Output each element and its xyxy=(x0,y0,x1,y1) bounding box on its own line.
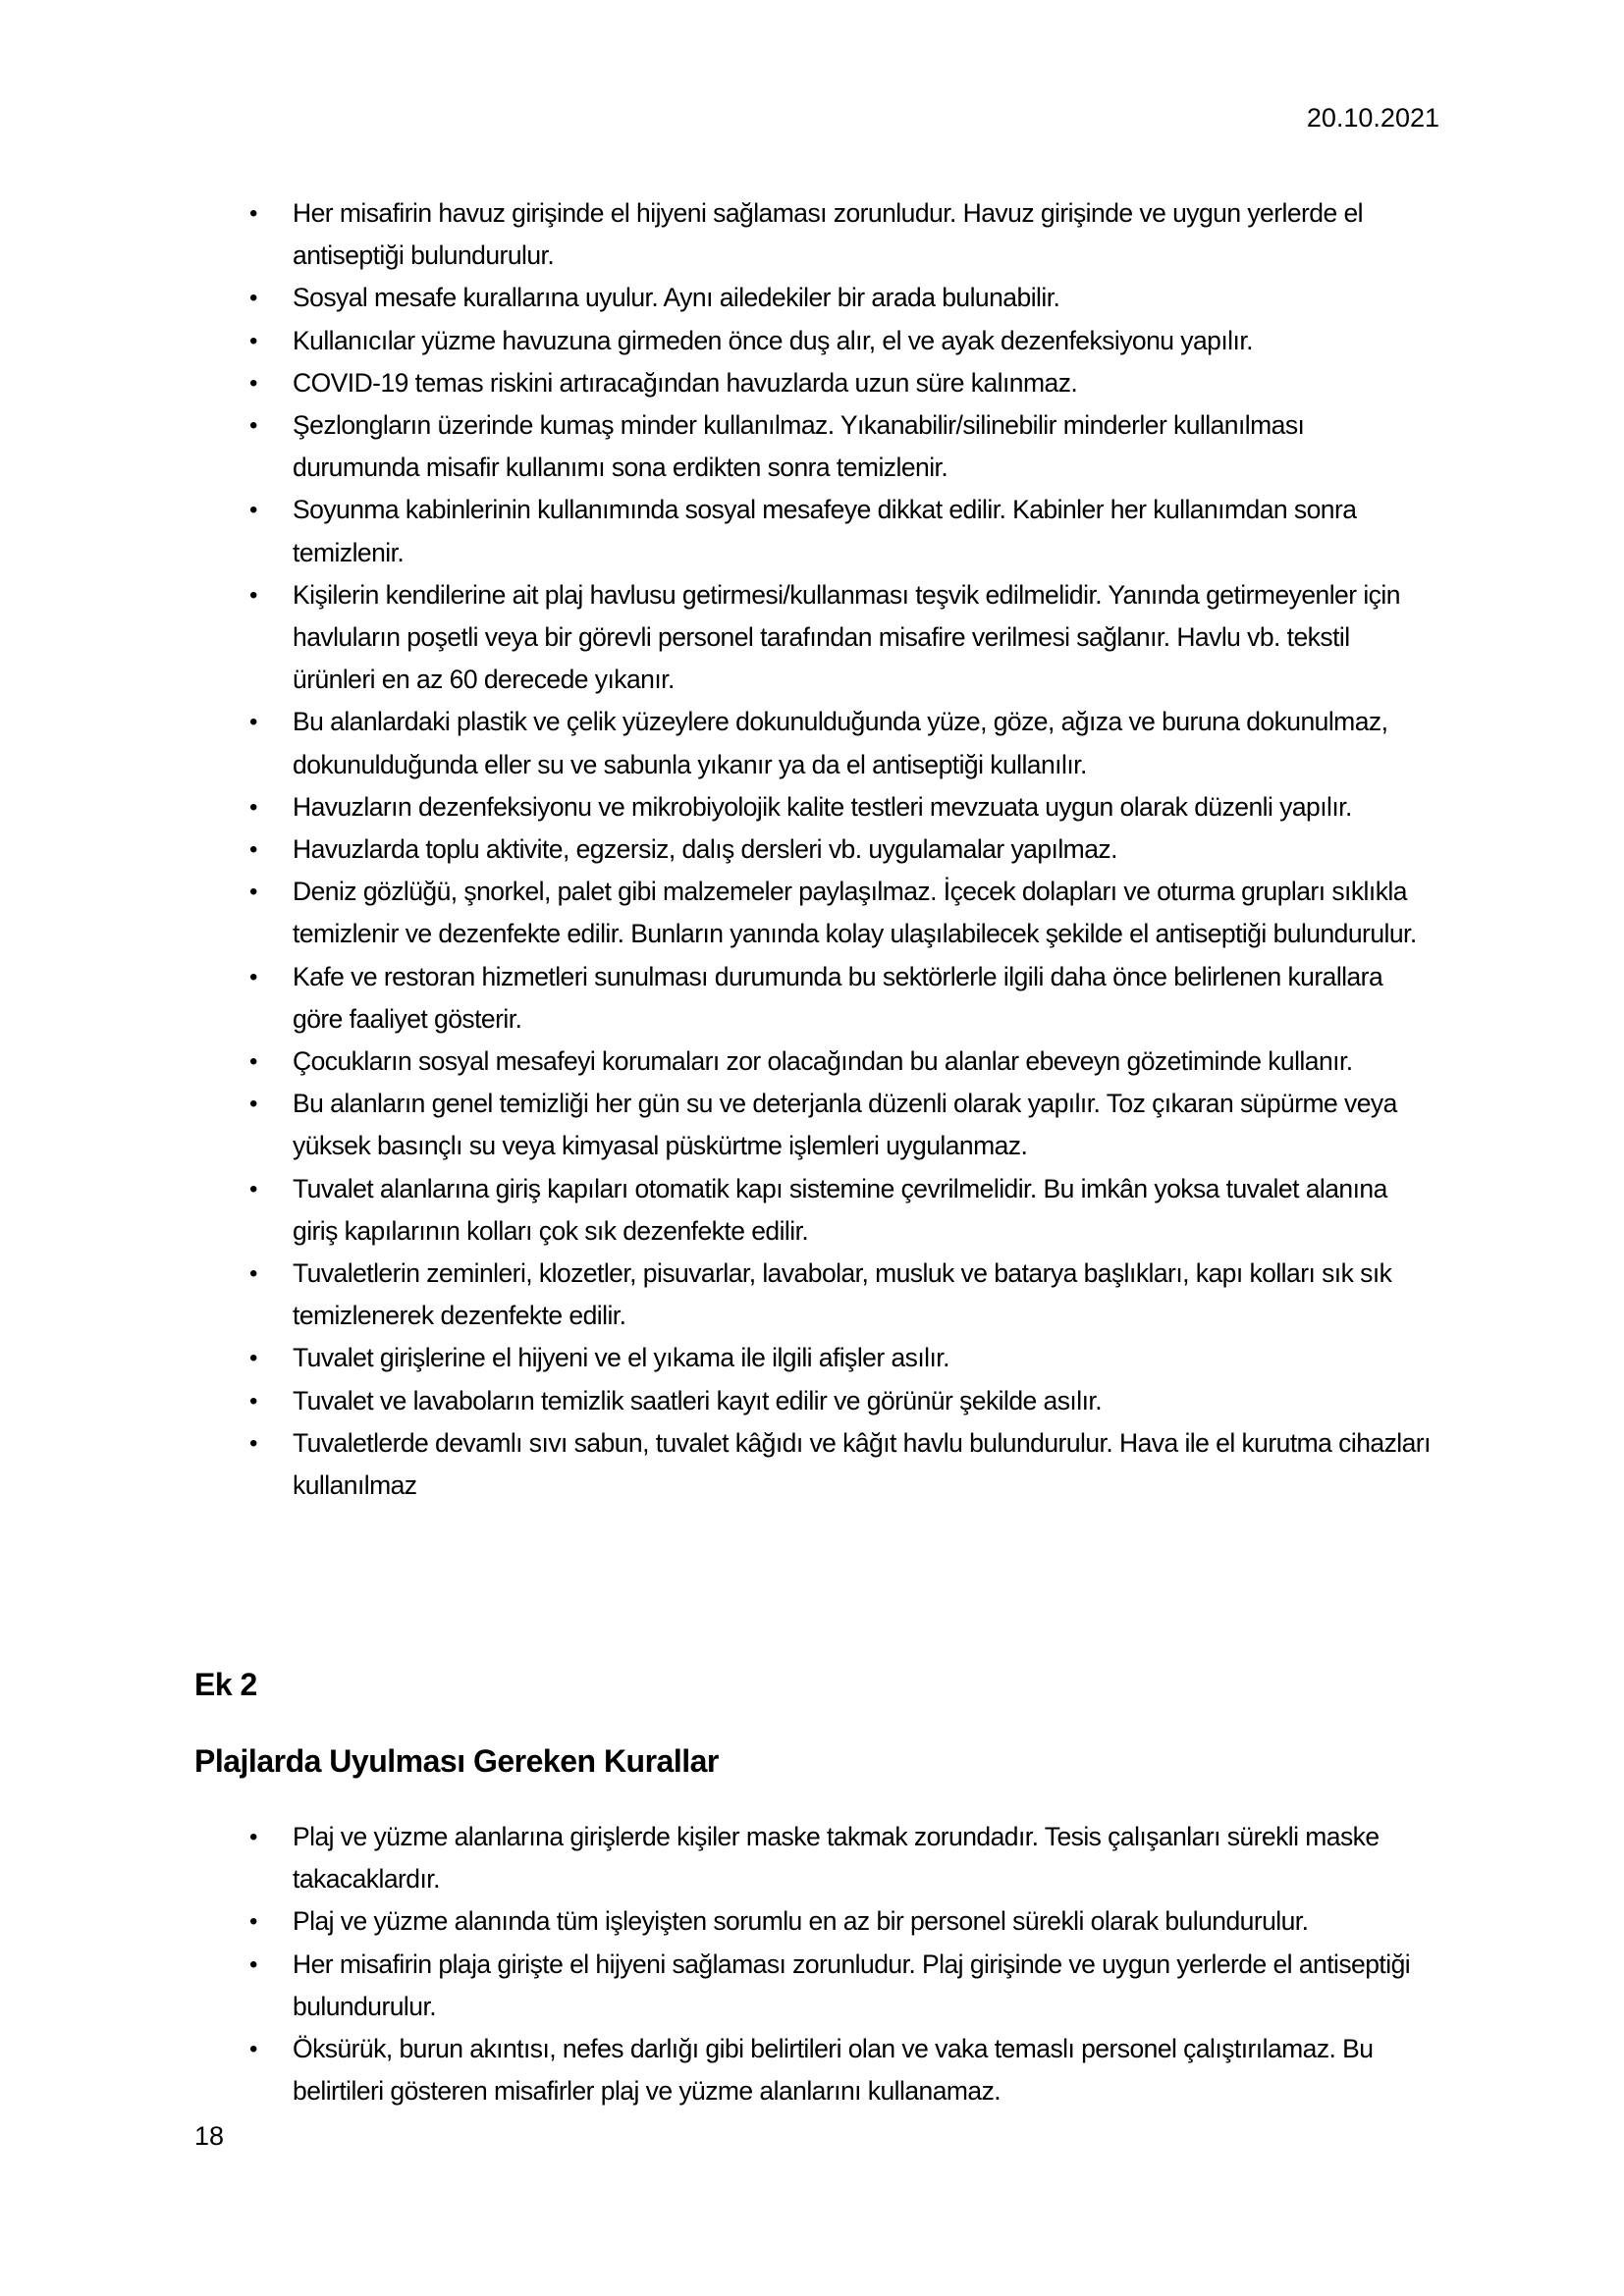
list-item xyxy=(194,1168,1434,1253)
bullet-icon: • xyxy=(249,1091,257,1118)
bullet-icon: • xyxy=(249,285,257,312)
bullet-icon: • xyxy=(249,1429,257,1457)
list-item-text: Havuzlarda toplu aktivite, egzersiz, dalış dersleri vb. uygulamalar yapılmaz. xyxy=(293,834,1117,865)
list-item xyxy=(194,701,1434,785)
bullet-icon: • xyxy=(249,1175,257,1202)
bullet-icon: • xyxy=(249,497,257,524)
list-item-text: Tuvaletlerin zeminleri, klozetler, pisuvarlar, lavabolar, musluk ve batarya başlıkları, kapı kolları sık sık temizlenerek dezenfekte edilir. xyxy=(293,1258,1392,1331)
list-item xyxy=(194,1422,1434,1507)
list-item xyxy=(194,956,1434,1041)
list-item xyxy=(194,404,1434,489)
bullet-icon: • xyxy=(249,327,257,354)
bullet-icon: • xyxy=(249,581,257,609)
list-item-text: Çocukların sosyal mesafeyi korumaları zor olacağından bu alanlar ebeveyn gözetiminde kullanır. xyxy=(293,1046,1353,1077)
list-item xyxy=(194,192,1434,277)
list-item xyxy=(194,1041,1434,1083)
section-title: Plajlarda Uyulması Gereken Kurallar xyxy=(194,1743,719,1779)
list-item-text: Kullanıcılar yüzme havuzuna girmeden önce duş alır, el ve ayak dezenfeksiyonu yapılır. xyxy=(293,325,1253,355)
list-item xyxy=(194,871,1434,955)
bullet-icon: • xyxy=(249,1908,257,1936)
list-item-text: Öksürük, burun akıntısı, nefes darlığı gibi belirtileri olan ve vaka temaslı personel çalıştırılamaz. Bu belirtileri gösteren misafirler plaj ve yüzme alanlarını kullanamaz. xyxy=(293,2034,1374,2107)
bullet-icon: • xyxy=(249,1824,257,1850)
list-item-text: Havuzların dezenfeksiyonu ve mikrobiyolojik kalite testleri mevzuata uygun olarak düzenli yapılır. xyxy=(293,791,1352,822)
beach-rules-list xyxy=(194,1816,1434,2112)
list-item xyxy=(194,1337,1434,1379)
bullet-icon: • xyxy=(249,1048,257,1076)
list-item-text: Tuvalet ve lavaboların temizlik saatleri kayıt edilir ve görünür şekilde asılır. xyxy=(293,1385,1103,1415)
list-item-text: COVID-19 temas riskini artıracağından havuzlarda uzun süre kalınmaz. xyxy=(293,367,1078,398)
list-item-text: Plaj ve yüzme alanlarına girişlerde kişiler maske takmak zorundadır. Tesis çalışanları sürekli maske takacaklardır. xyxy=(293,1822,1380,1895)
list-item xyxy=(194,1816,1434,1900)
list-item-text: Soyunma kabinlerinin kullanımında sosyal mesafeye dikkat edilir. Kabinler her kullanımdan sonra temizlenir. xyxy=(293,495,1357,567)
list-item-text: Şezlongların üzerinde kumaş minder kullanılmaz. Yıkanabilir/silinebilir minderler kullanılması durumunda misafir kullanımı sona erdikten sonra temizlenir. xyxy=(293,410,1305,483)
list-item xyxy=(194,1253,1434,1337)
list-item xyxy=(194,362,1434,404)
list-item xyxy=(194,1380,1434,1422)
list-item-text: Her misafirin plaja girişte el hijyeni sağlaması zorunludur. Plaj girişinde ve uygun yerlerde el antiseptiği bulundurulur. xyxy=(293,1949,1411,2021)
bullet-icon: • xyxy=(249,369,257,397)
list-item xyxy=(194,489,1434,573)
list-item-text: Bu alanların genel temizliği her gün su ve deterjanla düzenli olarak yapılır. Toz çıkaran süpürme veya yüksek basınçlı su veya kimyasal püskürtme işlemleri uygulanmaz. xyxy=(293,1089,1397,1161)
bullet-icon: • xyxy=(249,963,257,990)
list-item-text: Deniz gözlüğü, şnorkel, palet gibi malzemeler paylaşılmaz. İçecek dolapları ve oturma grupları sıklıkla temizlenir ve dezenfekte edilir. Bunların yanında kolay ulaşılabilecek şekilde el antiseptiği bulundurulur. xyxy=(293,877,1417,949)
page-number: 18 xyxy=(194,2121,225,2151)
pool-rules-list xyxy=(194,192,1434,1507)
list-item xyxy=(194,1944,1434,2028)
list-item xyxy=(194,1083,1434,1167)
list-item-text: Kişilerin kendilerine ait plaj havlusu getirmesi/kullanması teşvik edilmelidir. Yanında getirmeyenler için havluların poşetli veya bir görevli personel tarafından misafire verilmesi sağlanır. Havlu vb. tekstil ürünleri en az 60 derecede yıkanır. xyxy=(293,579,1400,695)
bullet-icon: • xyxy=(249,1950,257,1978)
list-item-text: Plaj ve yüzme alanında tüm işleyişten sorumlu en az bir personel sürekli olarak bulundurulur. xyxy=(293,1906,1309,1937)
bullet-icon: • xyxy=(249,2036,257,2063)
bullet-icon: • xyxy=(249,1260,257,1288)
bullet-icon: • xyxy=(249,793,257,821)
list-item xyxy=(194,1900,1434,1943)
list-item xyxy=(194,277,1434,319)
bullet-icon: • xyxy=(249,879,257,906)
bullet-icon: • xyxy=(249,709,257,736)
list-item xyxy=(194,320,1434,362)
bullet-icon: • xyxy=(249,1345,257,1372)
bullet-icon: • xyxy=(249,1387,257,1415)
list-item-text: Sosyal mesafe kurallarına uyulur. Aynı ailedekiler bir arada bulunabilir. xyxy=(293,283,1060,313)
list-item xyxy=(194,786,1434,828)
list-item xyxy=(194,574,1434,702)
list-item-text: Tuvalet girişlerine el hijyeni ve el yıkama ile ilgili afişler asılır. xyxy=(293,1343,949,1373)
list-item-text: Kafe ve restoran hizmetleri sunulması durumunda bu sektörlerle ilgili daha önce belirlenen kurallara göre faaliyet gösterir. xyxy=(293,961,1383,1034)
list-item xyxy=(194,828,1434,871)
list-item-text: Tuvaletlerde devamlı sıvı sabun, tuvalet kâğıdı ve kâğıt havlu bulundurulur. Hava ile el kurutma cihazları kullanılmaz xyxy=(293,1427,1431,1501)
bullet-icon: • xyxy=(249,412,257,440)
list-item-text: Tuvalet alanlarına giriş kapıları otomatik kapı sistemine çevrilmelidir. Bu imkân yoksa tuvalet alanına giriş kapılarının kolları çok sık dezenfekte edilir. xyxy=(293,1173,1387,1246)
bullet-icon: • xyxy=(249,200,257,227)
list-item-text: Bu alanlardaki plastik ve çelik yüzeylere dokunulduğunda yüze, göze, ağıza ve buruna dokunulmaz, dokunulduğunda eller su ve sabunla yıkanır ya da el antiseptiği kullanılır. xyxy=(293,707,1388,779)
header-date: 20.10.2021 xyxy=(1306,103,1439,133)
annex-label: Ek 2 xyxy=(194,1667,257,1702)
bullet-icon: • xyxy=(249,836,257,864)
list-item xyxy=(194,2028,1434,2112)
list-item-text: Her misafirin havuz girişinde el hijyeni sağlaması zorunludur. Havuz girişinde ve uygun yerlerde el antiseptiği bulundurulur. xyxy=(293,198,1364,271)
